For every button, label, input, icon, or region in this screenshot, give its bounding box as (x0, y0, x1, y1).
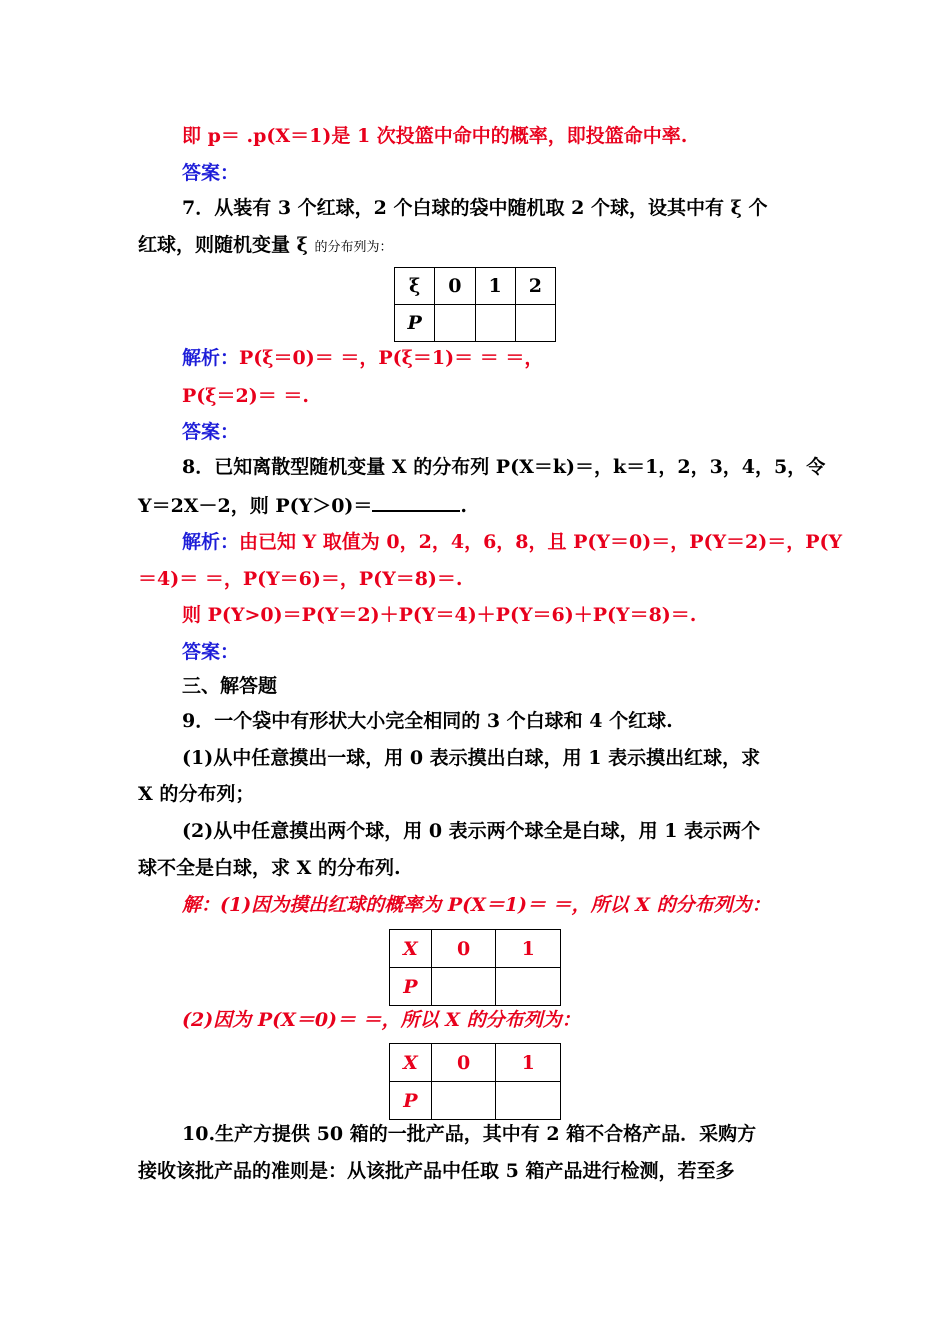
question-9-text: 9．一个袋中有形状大小完全相同的 3 个白球和 4 个红球. (182, 710, 673, 732)
answer-6-label: 答案： (182, 162, 240, 184)
solution-8-label: 解析： (182, 531, 240, 553)
answer-7-label: 答案： (182, 421, 240, 443)
table-cell: X (390, 930, 432, 968)
question-10-line1: 10.生产方提供 50 箱的一批产品，其中有 2 箱不合格产品．采购方 (182, 1123, 757, 1145)
table-cell: 1 (475, 268, 515, 305)
solution-8-line3: 则 P(Y>0)＝P(Y＝2)＋P(Y＝4)＋P(Y＝6)＋P(Y＝8)＝. (182, 604, 697, 626)
table-cell (435, 305, 475, 342)
solution-8-line2: ＝4)＝ ＝，P(Y＝6)＝，P(Y＝8)＝. (138, 568, 463, 590)
table-cell: X (390, 1044, 432, 1082)
solution-8-line1 (182, 530, 842, 554)
solution-9-1-text: 解：(1)因为摸出红球的概率为 P(X＝1)＝ ＝，所以 X 的分布列为： (182, 894, 771, 916)
question-8-main: Y＝2X－2，则 P(Y＞0)＝ (138, 495, 373, 517)
solution-7-line1 (182, 346, 543, 370)
table-cell (475, 305, 515, 342)
solution-7-line2: P(ξ＝2)＝ ＝. (182, 385, 309, 407)
distribution-table-9-2 (389, 1043, 561, 1120)
table-cell: ξ (395, 268, 435, 305)
question-7-main: 红球，则随机变量 ξ (138, 234, 308, 256)
question-7-line2 (138, 233, 393, 260)
question-8-line1: 8．已知离散型随机变量 X 的分布列 P(X＝k)＝，k＝1，2，3，4，5，令 (182, 456, 826, 478)
table-cell: 1 (496, 930, 561, 968)
question-10-line2: 接收该批产品的准则是：从该批产品中任取 5 箱产品进行检测，若至多 (138, 1160, 735, 1182)
distribution-table-7 (394, 267, 556, 342)
table-cell: 0 (435, 268, 475, 305)
solution-9-2-text: (2)因为 P(X＝0)＝ ＝，所以 X 的分布列为： (182, 1009, 581, 1031)
solution-7-label: 解析： (182, 347, 240, 369)
section-heading: 三、解答题 (182, 675, 278, 697)
table-cell: 0 (431, 1044, 496, 1082)
table-cell (431, 968, 496, 1006)
table-cell (431, 1082, 496, 1120)
question-8-end: . (460, 495, 468, 517)
solution-6-text: 即 p＝ .p(X＝1)是 1 次投篮中命中的概率，即投篮命中率. (182, 125, 688, 147)
table-cell: P (395, 305, 435, 342)
distribution-table-9-1 (389, 929, 561, 1006)
table-cell: 0 (431, 930, 496, 968)
question-7-small: 的分布列为： (314, 240, 393, 255)
answer-blank (372, 492, 460, 512)
question-8-line2 (138, 492, 467, 518)
question-9-2-line2: 球不全是白球，求 X 的分布列. (138, 857, 401, 879)
solution-8-text: 由已知 Y 取值为 0，2，4，6，8，且 P(Y＝0)＝，P(Y＝2)＝，P(Y (239, 531, 843, 553)
table-cell: P (390, 968, 432, 1006)
answer-8-label: 答案： (182, 641, 240, 663)
table-cell (496, 1082, 561, 1120)
question-9-2-line1: (2)从中任意摸出两个球，用 0 表示两个球全是白球，用 1 表示两个 (182, 820, 761, 842)
question-9-1-line1: (1)从中任意摸出一球，用 0 表示摸出白球，用 1 表示摸出红球，求 (182, 747, 761, 769)
table-cell (515, 305, 555, 342)
table-cell: 1 (496, 1044, 561, 1082)
question-9-1-line2: X 的分布列； (138, 783, 255, 805)
table-cell: P (390, 1082, 432, 1120)
table-cell (496, 968, 561, 1006)
question-7-line1: 7．从装有 3 个红球，2 个白球的袋中随机取 2 个球，设其中有 ξ 个 (182, 197, 768, 219)
solution-7-text: P(ξ＝0)＝ ＝，P(ξ＝1)＝ ＝ ＝， (239, 347, 544, 369)
table-cell: 2 (515, 268, 555, 305)
